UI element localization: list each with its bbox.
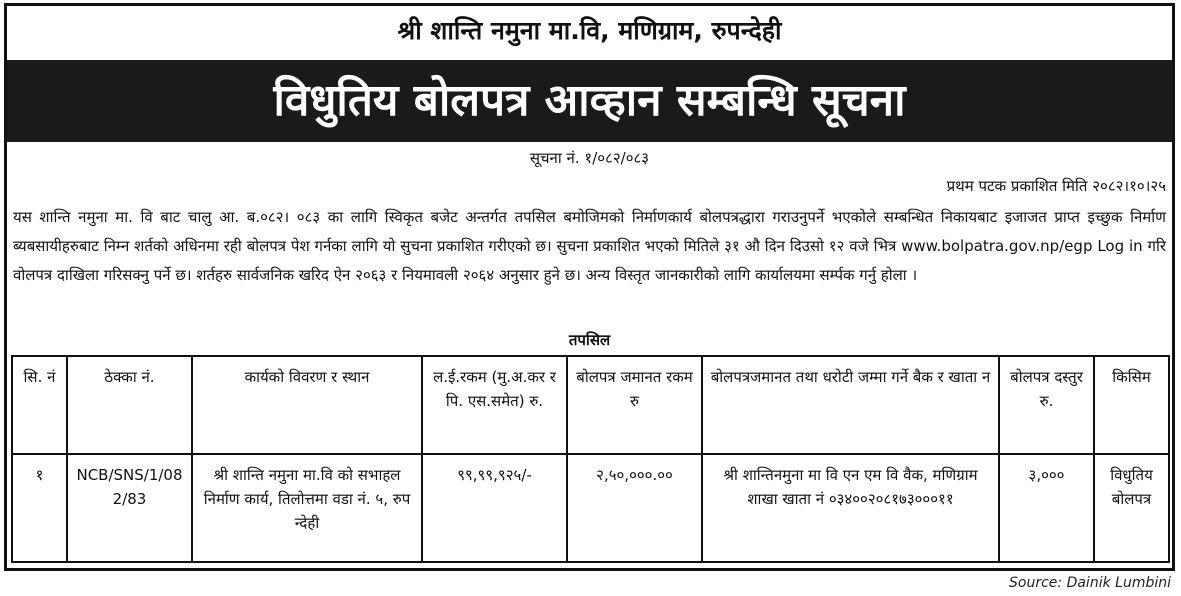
table-header-row <box>12 356 1169 454</box>
header-type: किसिम <box>1094 356 1169 454</box>
header-serial: सि. नं <box>12 356 67 454</box>
cell-contract-no: NCB/SNS/1/082/83 <box>67 454 192 562</box>
cell-work-description: श्री शान्ति नमुना मा.वि को सभाहल निर्माण कार्य, तिलोत्तमा वडा नं. ५, रुपन्देही <box>192 454 422 562</box>
header-estimated-cost: ल.ई.रकम (मु.अ.कर र पि. एस.समेत) रु. <box>422 356 567 454</box>
cell-bank-account: श्री शान्तिनमुना मा वि एन एम वि वैक, मणिग्राम शाखा खाता नं ०३४००२०८१७३०००११ <box>702 454 999 562</box>
cell-estimated-cost: ९९,९९,९२५/- <box>422 454 567 562</box>
cell-type: विधुतिय बोलपत्र <box>1094 454 1169 562</box>
notice-number: सूचना नं. १/०८२/०८३ <box>529 149 650 167</box>
source-credit: Source: Dainik Lumbini <box>1009 575 1171 591</box>
header-bid-fee: बोलपत्र दस्तुर रु. <box>999 356 1094 454</box>
school-name: श्री शान्ति नमुना मा.वि, मणिग्राम, रुपन्देही <box>397 16 782 45</box>
notice-body: यस शान्ति नमुना मा. वि बाट चालु आ. ब.०८२। ०८३ का लागि स्विकृत बजेट अन्तर्गत तपसिल बमोजिमको निर्माणकार्य बोलपत्रद्धारा गराउनुपर्ने भएकोले सम्बन्धित निकायबाट इजाजत प्राप्त इच्छुक निर्माण ब्यबसायीहरुबाट निम्न शर्तको अधिनमा रही बोलपत्र पेश गर्नका लागि यो सुचना प्रकाशित गरीएको छ। सुचना प्रकाशित भएको मितिले ३१ औ दिन दिउसो १२ वजे भित्र www.bolpatra.gov.np/egp Log in गरि वोलपत्र दाखिला गरिसक्नु पर्ने छ। शर्तहरु सार्वजनिक खरिद ऐन २०६३ र नियमावली २०६४ अनुसार हुने छ। अन्य विस्तृत जानकारीको लागि कार्यालयमा सर्म्पक गर्नु होला । <box>13 208 1166 284</box>
header-bank-account: बोलपत्रजमानत तथा धरोटी जम्मा गर्ने बैक र खाता न <box>702 356 999 454</box>
tender-notice <box>4 3 1175 571</box>
header-contract-no: ठेक्का नं. <box>67 356 192 454</box>
cell-serial: १ <box>12 454 67 562</box>
header-work-description: कार्यको विवरण र स्थान <box>192 356 422 454</box>
header-bid-security: बोलपत्र जमानत रकम रु <box>567 356 702 454</box>
cell-bid-fee: ३,००० <box>999 454 1094 562</box>
cell-bid-security: २,५०,०००.०० <box>567 454 702 562</box>
table-row <box>12 454 1169 562</box>
notice-headline: विधुतिय बोलपत्र आव्हान सम्बन्धि सूचना <box>7 60 1172 142</box>
tender-table <box>11 355 1170 563</box>
publish-date: प्रथम पटक प्रकाशित मिति २०८२।१०।२५ <box>946 177 1166 195</box>
schedule-title: तपसिल <box>568 331 611 349</box>
